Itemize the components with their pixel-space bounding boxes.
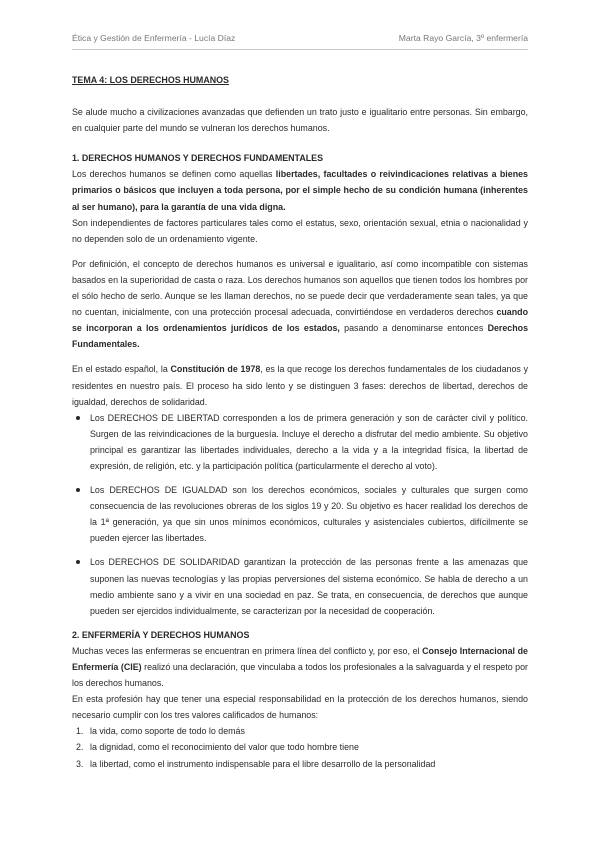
- document-body: [72, 72, 528, 772]
- header-right: Marta Rayo García, 3º enfermería: [398, 33, 528, 43]
- bullet-dot-icon: [76, 416, 80, 420]
- section1-heading: 1. DERECHOS HUMANOS Y DERECHOS FUNDAMENTALES: [72, 153, 323, 164]
- section2-heading: 2. ENFERMERÍA Y DERECHOS HUMANOS: [72, 629, 250, 640]
- section1-paragraph-4: En el estado español, la Constitución de 1978, es la que recoge los derechos fundamentales de los ciudadanos y residentes en nuestro país. El proceso ha sido lento y se distinguen 3 fases: derechos de libertad, derechos de igualdad, derechos de solidaridad.: [72, 364, 529, 407]
- page-header: [72, 33, 528, 50]
- header-left: Ética y Gestión de Enfermería - Lucía Díaz: [72, 33, 236, 43]
- section2-paragraph-2: En esta profesión hay que tener una especial responsabilidad en la protección de los derechos humanos, siendo necesario cumplir con los tres valores calificados de humanos:: [72, 694, 528, 721]
- section1-paragraph-2: Son independientes de factores particulares tales como el estatus, sexo, orientación sexual, etnia o nacionalidad y no dependen solo de un ordenamiento vigente.: [72, 217, 528, 244]
- section2-paragraph-1: Muchas veces las enfermeras se encuentran en primera línea del conflicto y, por eso, el Consejo Internacional de Enfermería (CIE) realizó una declaración, que vinculaba a todos los profesionales a la salvaguarda y el respeto por los derechos humanos.: [72, 645, 528, 689]
- bullet-item: Los DERECHOS DE IGUALDAD son los derechos económicos, sociales y culturales que surgen como consecuencia de las revoluciones obreras de los siglos 19 y 20. Su objetivo es hacer realidad los derechos de la 1ª generación, ya que sin unos mínimos económicos, culturales y asistenciales cubiertos, difícilmente se pueden ejercer las libertades.: [72, 482, 528, 546]
- page-title: TEMA 4: LOS DERECHOS HUMANOS: [72, 75, 229, 85]
- section1-paragraph-1: Los derechos humanos se definen como aquellas libertades, facultades o reivindicaciones relativas a bienes primarios o básicos que incluyen a toda persona, por el simple hecho de su condición humana (inherentes al ser humano), para la garantía de una vida digna.: [72, 169, 528, 212]
- bullet-dot-icon: [76, 560, 80, 564]
- bullet-item: Los DERECHOS DE SOLIDARIDAD garantizan la protección de las personas frente a las amenazas que suponen las nuevas tecnologías y las propias perversiones del sistema económico. Se habla de derecho a un medio ambiente sano y a vivir en una sociedad en paz. Se trata, en consecuencia, de derechos que aunque pueden ser ejercidos individualmente, se caracterizan por la necesidad de cooperación.: [72, 554, 528, 618]
- bullet-dot-icon: [76, 488, 80, 492]
- bullet-item: Los DERECHOS DE LIBERTAD corresponden a los de primera generación y son de carácter civil y político. Surgen de las reivindicaciones de la burguesía. Incluye el derecho a disfrutar del medio ambiente. Su objetivo principal es garantizar las libertades individuales, derecho a la vida y a la integridad física, la libertad de expresión, de religión, etc. y la participación política (particularmente el derecho al voto).: [72, 410, 528, 474]
- list-item: 3. la libertad, como el instrumento indispensable para el libre desarrollo de la personalidad: [76, 758, 436, 769]
- section1-paragraph-3: Por definición, el concepto de derechos humanos es universal e igualitario, así como incompatible con sistemas basados en la superioridad de casta o raza. Los derechos humanos son aquellos que tienen todos los hombres por el sólo hecho de serlo. Aunque se les llaman derechos, no se puede decir que verdaderamente sean tales, ya que no cuentan, inicialmente, con una protección procesal adecuada, convirtiéndose en verdaderos derechos cuando se incorporan a los ordenamientos jurídicos de los estados, pasando a denominarse entonces Derechos Fundamentales.: [72, 258, 529, 350]
- rights-bullet-list: [72, 410, 528, 619]
- intro-paragraph: Se alude mucho a civilizaciones avanzadas que defienden un trato justo e igualitario entre personas. Sin embargo, en cualquier parte del mundo se vulneran los derechos humanos.: [72, 107, 528, 134]
- list-item: 1. la vida, como soporte de todo lo demás: [76, 726, 245, 737]
- values-list: [72, 723, 528, 771]
- list-item: 2. la dignidad, como el reconocimiento del valor que todo hombre tiene: [76, 742, 359, 753]
